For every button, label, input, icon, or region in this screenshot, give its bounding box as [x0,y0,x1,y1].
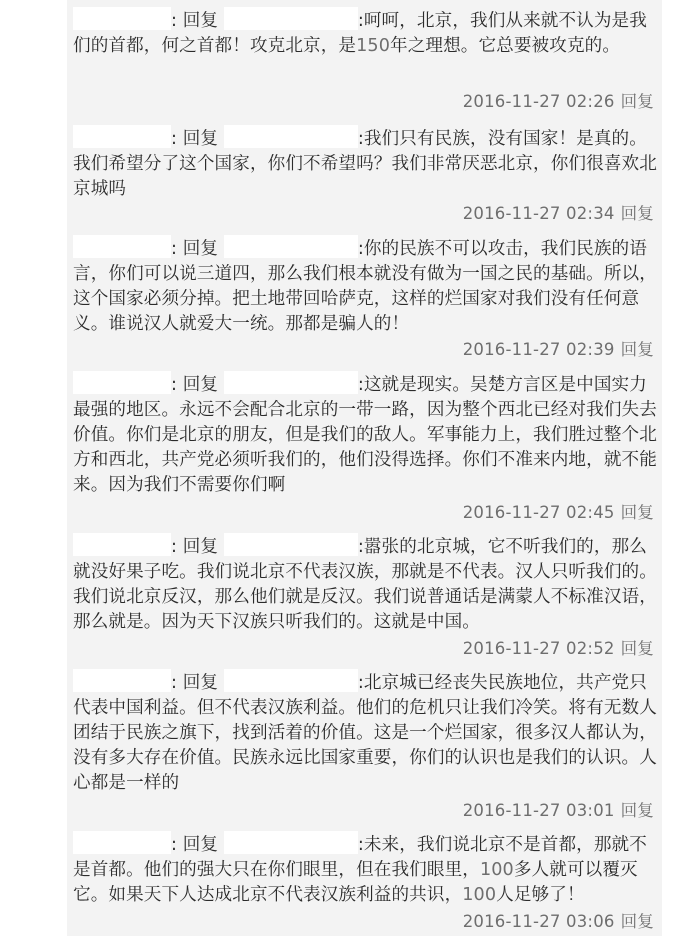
comment-timestamp: 2016-11-27 03:06 [462,912,615,931]
comment-timestamp: 2016-11-27 02:34 [462,204,615,223]
reply-link[interactable]: 回复 [620,639,654,658]
comment-text: 人足够了！ [496,885,585,905]
comment-body [67,0,662,59]
comment-number: 100 [462,885,497,905]
redacted-username [224,125,358,148]
reply-label: 回复 [177,11,224,31]
redacted-username [224,831,358,854]
comment-number: 100 [479,860,514,880]
comment-meta [463,635,654,659]
reply-link[interactable]: 回复 [620,92,654,111]
redacted-username [73,669,171,692]
redacted-username [73,371,171,394]
redacted-username [224,669,358,692]
comment-meta [463,499,654,523]
comment-timestamp: 2016-11-27 02:26 [462,92,615,111]
reply-label: 回复 [177,239,224,259]
comment-text: 多人就可以覆灭它。如果天下人达成北京不代表汉族利益的共识， [73,860,638,905]
redacted-username [224,371,358,394]
redacted-username [73,235,171,258]
redacted-username [224,533,358,556]
comment-text: 你的民族不可以攻击，我们民族的语言，你们可以说三道四，那么我们根本就没有做为一国之民的基础。所以，这个国家必须分掉。把土地带回哈萨克，这样的烂国家对我们没有任何意义。谁说汉人就爱大一统。那都是骗人的！ [73,239,657,334]
comment-meta [463,200,654,224]
comment-text: 未来，我们说北京不是首都，那就不是首都。他们的强大只在你们眼里，但在我们眼里， [73,835,647,880]
comment-item [67,228,662,364]
reply-label: 回复 [177,537,224,557]
comment-body [67,228,662,337]
reply-link[interactable]: 回复 [620,912,654,931]
comment-meta [463,908,654,932]
reply-link[interactable]: 回复 [620,801,654,820]
separator: : [171,239,178,259]
redacted-username [224,7,358,30]
redacted-username [73,7,171,30]
comment-text: 嚣张的北京城，它不听我们的，那么就没好果子吃。我们说北京不代表汉族，那就是不代表。汉人只听我们的。我们说北京反汉，那么他们就是反汉。我们说普通话是满蒙人不标准汉语，那么就是。因为天下汉族只听我们的。这就是中国。 [73,537,657,632]
comment-meta [463,336,654,360]
separator: : [357,375,364,395]
separator: : [171,673,178,693]
comment-timestamp: 2016-11-27 03:01 [462,801,615,820]
comment-timestamp: 2016-11-27 02:45 [462,503,615,522]
reply-label: 回复 [177,375,224,395]
comment-timestamp: 2016-11-27 02:39 [462,340,615,359]
separator: : [357,129,364,149]
comment-item [67,364,662,526]
comment-body [67,824,662,908]
comment-body [67,364,662,498]
reply-label: 回复 [177,129,224,149]
separator: : [171,11,178,31]
separator: : [171,129,178,149]
comment-body [67,118,662,202]
redacted-username [73,533,171,556]
comment-item [67,824,662,936]
redacted-username [224,235,358,258]
comment-meta [463,88,654,112]
comment-text: 年之理想。它总要被攻克的。 [390,36,621,56]
comment-number: 150 [356,36,390,56]
separator: : [357,11,364,31]
separator: : [171,835,178,855]
redacted-username [73,831,171,854]
comment-body [67,662,662,796]
comment-text: 我们只有民族，没有国家！是真的。我们希望分了这个国家，你们不希望吗？我们非常厌恶北京，你们很喜欢北京城吗 [73,129,657,199]
reply-label: 回复 [177,673,224,693]
comment-item [67,526,662,662]
separator: : [357,835,364,855]
separator: : [171,537,178,557]
reply-link[interactable]: 回复 [620,340,654,359]
separator: : [357,673,364,693]
redacted-username [73,125,171,148]
comment-text: 这就是现实。吴楚方言区是中国实力最强的地区。永远不会配合北京的一带一路，因为整个西北已经对我们失去价值。你们是北京的朋友，但是我们的敌人。军事能力上，我们胜过整个北方和西北，共产党必须听我们的，他们没得选择。你们不准来内地，就不能来。因为我们不需要你们啊 [73,375,657,495]
comment-body [67,526,662,635]
separator: : [357,239,364,259]
reply-label: 回复 [177,835,224,855]
separator: : [171,375,178,395]
reply-link[interactable]: 回复 [620,204,654,223]
comment-item [67,662,662,824]
comment-meta [463,797,654,821]
comment-item [67,118,662,228]
comment-text: 北京城已经丧失民族地位，共产党只代表中国利益。但不代表汉族利益。他们的危机只让我们冷笑。将有无数人团结于民族之旗下，找到活着的价值。这是一个烂国家，很多汉人都认为，没有多大存在价值。民族永远比国家重要，你们的认识也是我们的认识。人心都是一样的 [73,673,657,793]
comment-text: 呵呵，北京，我们从来就不认为是我们的首都，何之首都！攻克北京，是 [73,11,647,56]
comment-timestamp: 2016-11-27 02:52 [462,639,615,658]
separator: : [357,537,364,557]
reply-link[interactable]: 回复 [620,503,654,522]
comment-item [67,0,662,118]
